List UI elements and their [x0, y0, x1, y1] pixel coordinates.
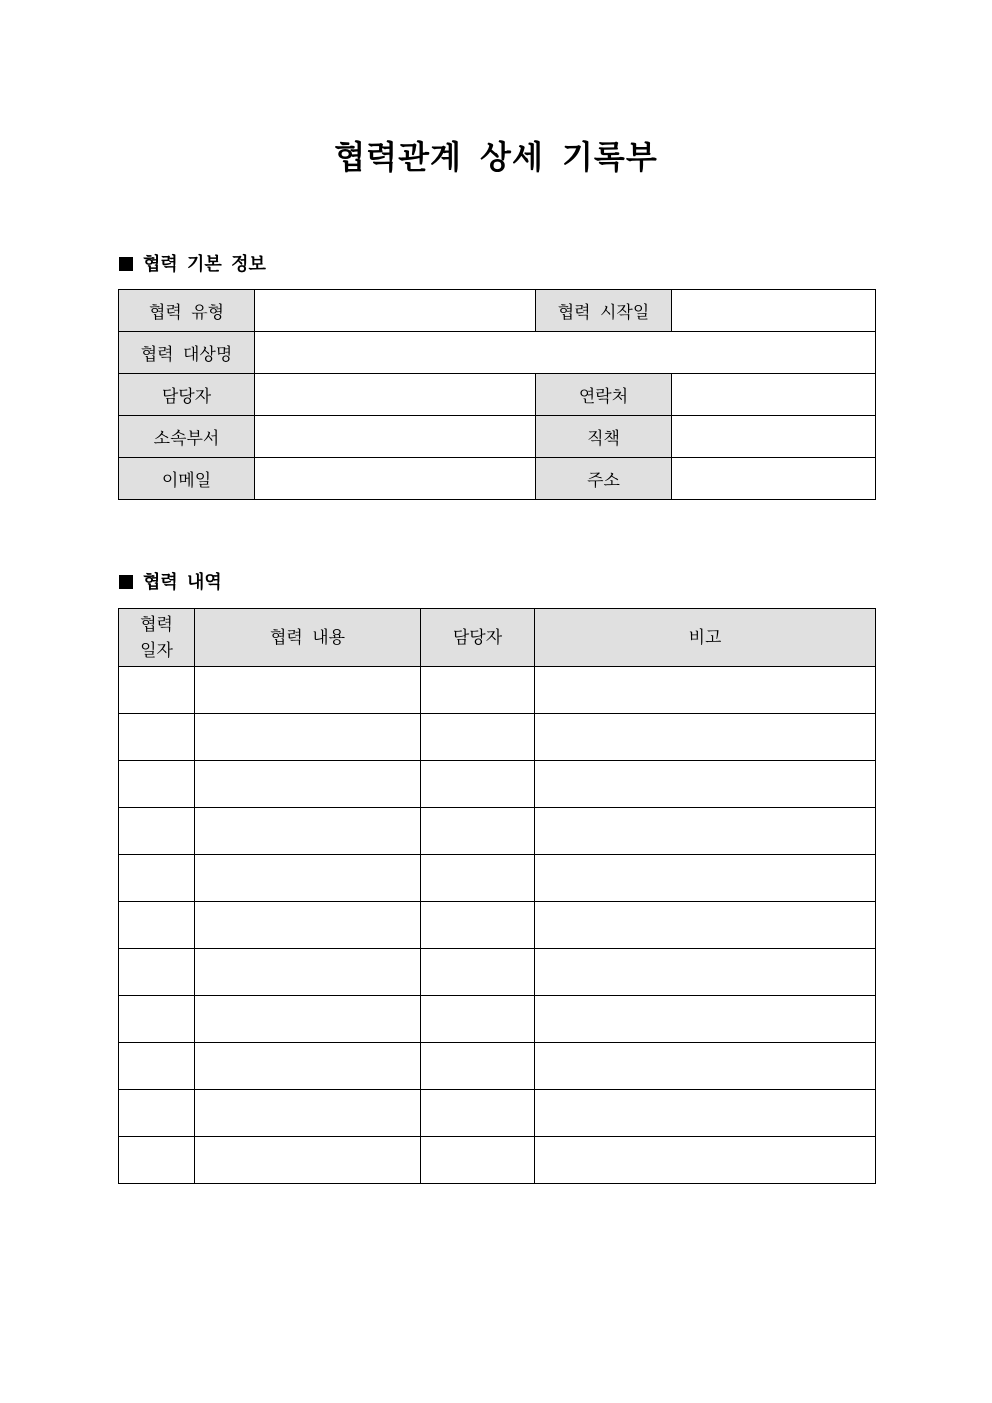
content-cell[interactable]: [195, 855, 421, 902]
column-header-content: 협력 내용: [195, 609, 421, 667]
page-title: 협력관계 상세 기록부: [334, 138, 658, 176]
remarks-cell[interactable]: [535, 761, 876, 808]
contact-field[interactable]: [672, 374, 876, 416]
remarks-cell[interactable]: [535, 855, 876, 902]
date-cell[interactable]: [119, 996, 195, 1043]
content-cell[interactable]: [195, 1043, 421, 1090]
basic-info-row: [119, 374, 876, 416]
remarks-cell[interactable]: [535, 667, 876, 714]
table-row: [119, 714, 876, 761]
table-row: [119, 1090, 876, 1137]
remarks-cell[interactable]: [535, 996, 876, 1043]
email-field[interactable]: [255, 458, 536, 500]
square-bullet-icon: [119, 575, 133, 589]
section-heading-basic-info-label: 협력 기본 정보: [143, 254, 266, 275]
content-cell[interactable]: [195, 1137, 421, 1184]
manager-cell[interactable]: [421, 761, 535, 808]
remarks-cell[interactable]: [535, 808, 876, 855]
date-cell[interactable]: [119, 949, 195, 996]
remarks-cell[interactable]: [535, 1137, 876, 1184]
content-cell[interactable]: [195, 1090, 421, 1137]
date-cell[interactable]: [119, 902, 195, 949]
position-field[interactable]: [672, 416, 876, 458]
section-heading-history: [119, 571, 222, 595]
date-cell[interactable]: [119, 855, 195, 902]
target-name-field[interactable]: [255, 332, 876, 374]
address-field[interactable]: [672, 458, 876, 500]
column-header-date: [119, 609, 195, 667]
content-cell[interactable]: [195, 714, 421, 761]
target-name-label: 협력 대상명: [119, 332, 255, 374]
table-row: [119, 761, 876, 808]
basic-info-row: [119, 416, 876, 458]
table-row: [119, 855, 876, 902]
remarks-cell[interactable]: [535, 949, 876, 996]
date-cell[interactable]: [119, 1043, 195, 1090]
content-cell[interactable]: [195, 761, 421, 808]
date-cell[interactable]: [119, 808, 195, 855]
remarks-cell[interactable]: [535, 902, 876, 949]
remarks-cell[interactable]: [535, 1043, 876, 1090]
manager-cell[interactable]: [421, 949, 535, 996]
basic-info-row: [119, 290, 876, 332]
manager-cell[interactable]: [421, 808, 535, 855]
date-cell[interactable]: [119, 1090, 195, 1137]
column-header-remarks: 비고: [535, 609, 876, 667]
remarks-cell[interactable]: [535, 1090, 876, 1137]
column-header-date-line1: 협력: [140, 614, 173, 635]
square-bullet-icon: [119, 257, 133, 271]
table-row: [119, 996, 876, 1043]
table-row: [119, 902, 876, 949]
email-label: 이메일: [119, 458, 255, 500]
manager-cell[interactable]: [421, 1137, 535, 1184]
history-body: [119, 667, 876, 1184]
date-cell[interactable]: [119, 714, 195, 761]
section-heading-history-label: 협력 내역: [143, 572, 222, 593]
cooperation-type-label: 협력 유형: [119, 290, 255, 332]
contact-label: 연락처: [536, 374, 672, 416]
content-cell[interactable]: [195, 996, 421, 1043]
table-row: [119, 667, 876, 714]
history-header-row: [119, 609, 876, 667]
manager-cell[interactable]: [421, 855, 535, 902]
manager-label: 담당자: [119, 374, 255, 416]
start-date-field[interactable]: [672, 290, 876, 332]
history-table: [118, 608, 876, 1184]
manager-cell[interactable]: [421, 996, 535, 1043]
basic-info-row: [119, 332, 876, 374]
department-label: 소속부서: [119, 416, 255, 458]
content-cell[interactable]: [195, 667, 421, 714]
content-cell[interactable]: [195, 808, 421, 855]
manager-cell[interactable]: [421, 667, 535, 714]
position-label: 직책: [536, 416, 672, 458]
table-row: [119, 949, 876, 996]
date-cell[interactable]: [119, 1137, 195, 1184]
manager-cell[interactable]: [421, 1043, 535, 1090]
basic-info-row: [119, 458, 876, 500]
department-field[interactable]: [255, 416, 536, 458]
section-heading-basic-info: [119, 253, 266, 277]
column-header-manager: 담당자: [421, 609, 535, 667]
content-cell[interactable]: [195, 902, 421, 949]
cooperation-type-field[interactable]: [255, 290, 536, 332]
manager-cell[interactable]: [421, 902, 535, 949]
date-cell[interactable]: [119, 667, 195, 714]
date-cell[interactable]: [119, 761, 195, 808]
manager-cell[interactable]: [421, 714, 535, 761]
address-label: 주소: [536, 458, 672, 500]
remarks-cell[interactable]: [535, 714, 876, 761]
table-row: [119, 808, 876, 855]
basic-info-table: [118, 289, 876, 500]
content-cell[interactable]: [195, 949, 421, 996]
manager-field[interactable]: [255, 374, 536, 416]
manager-cell[interactable]: [421, 1090, 535, 1137]
column-header-date-line2: 일자: [140, 640, 173, 661]
start-date-label: 협력 시작일: [536, 290, 672, 332]
table-row: [119, 1043, 876, 1090]
table-row: [119, 1137, 876, 1184]
